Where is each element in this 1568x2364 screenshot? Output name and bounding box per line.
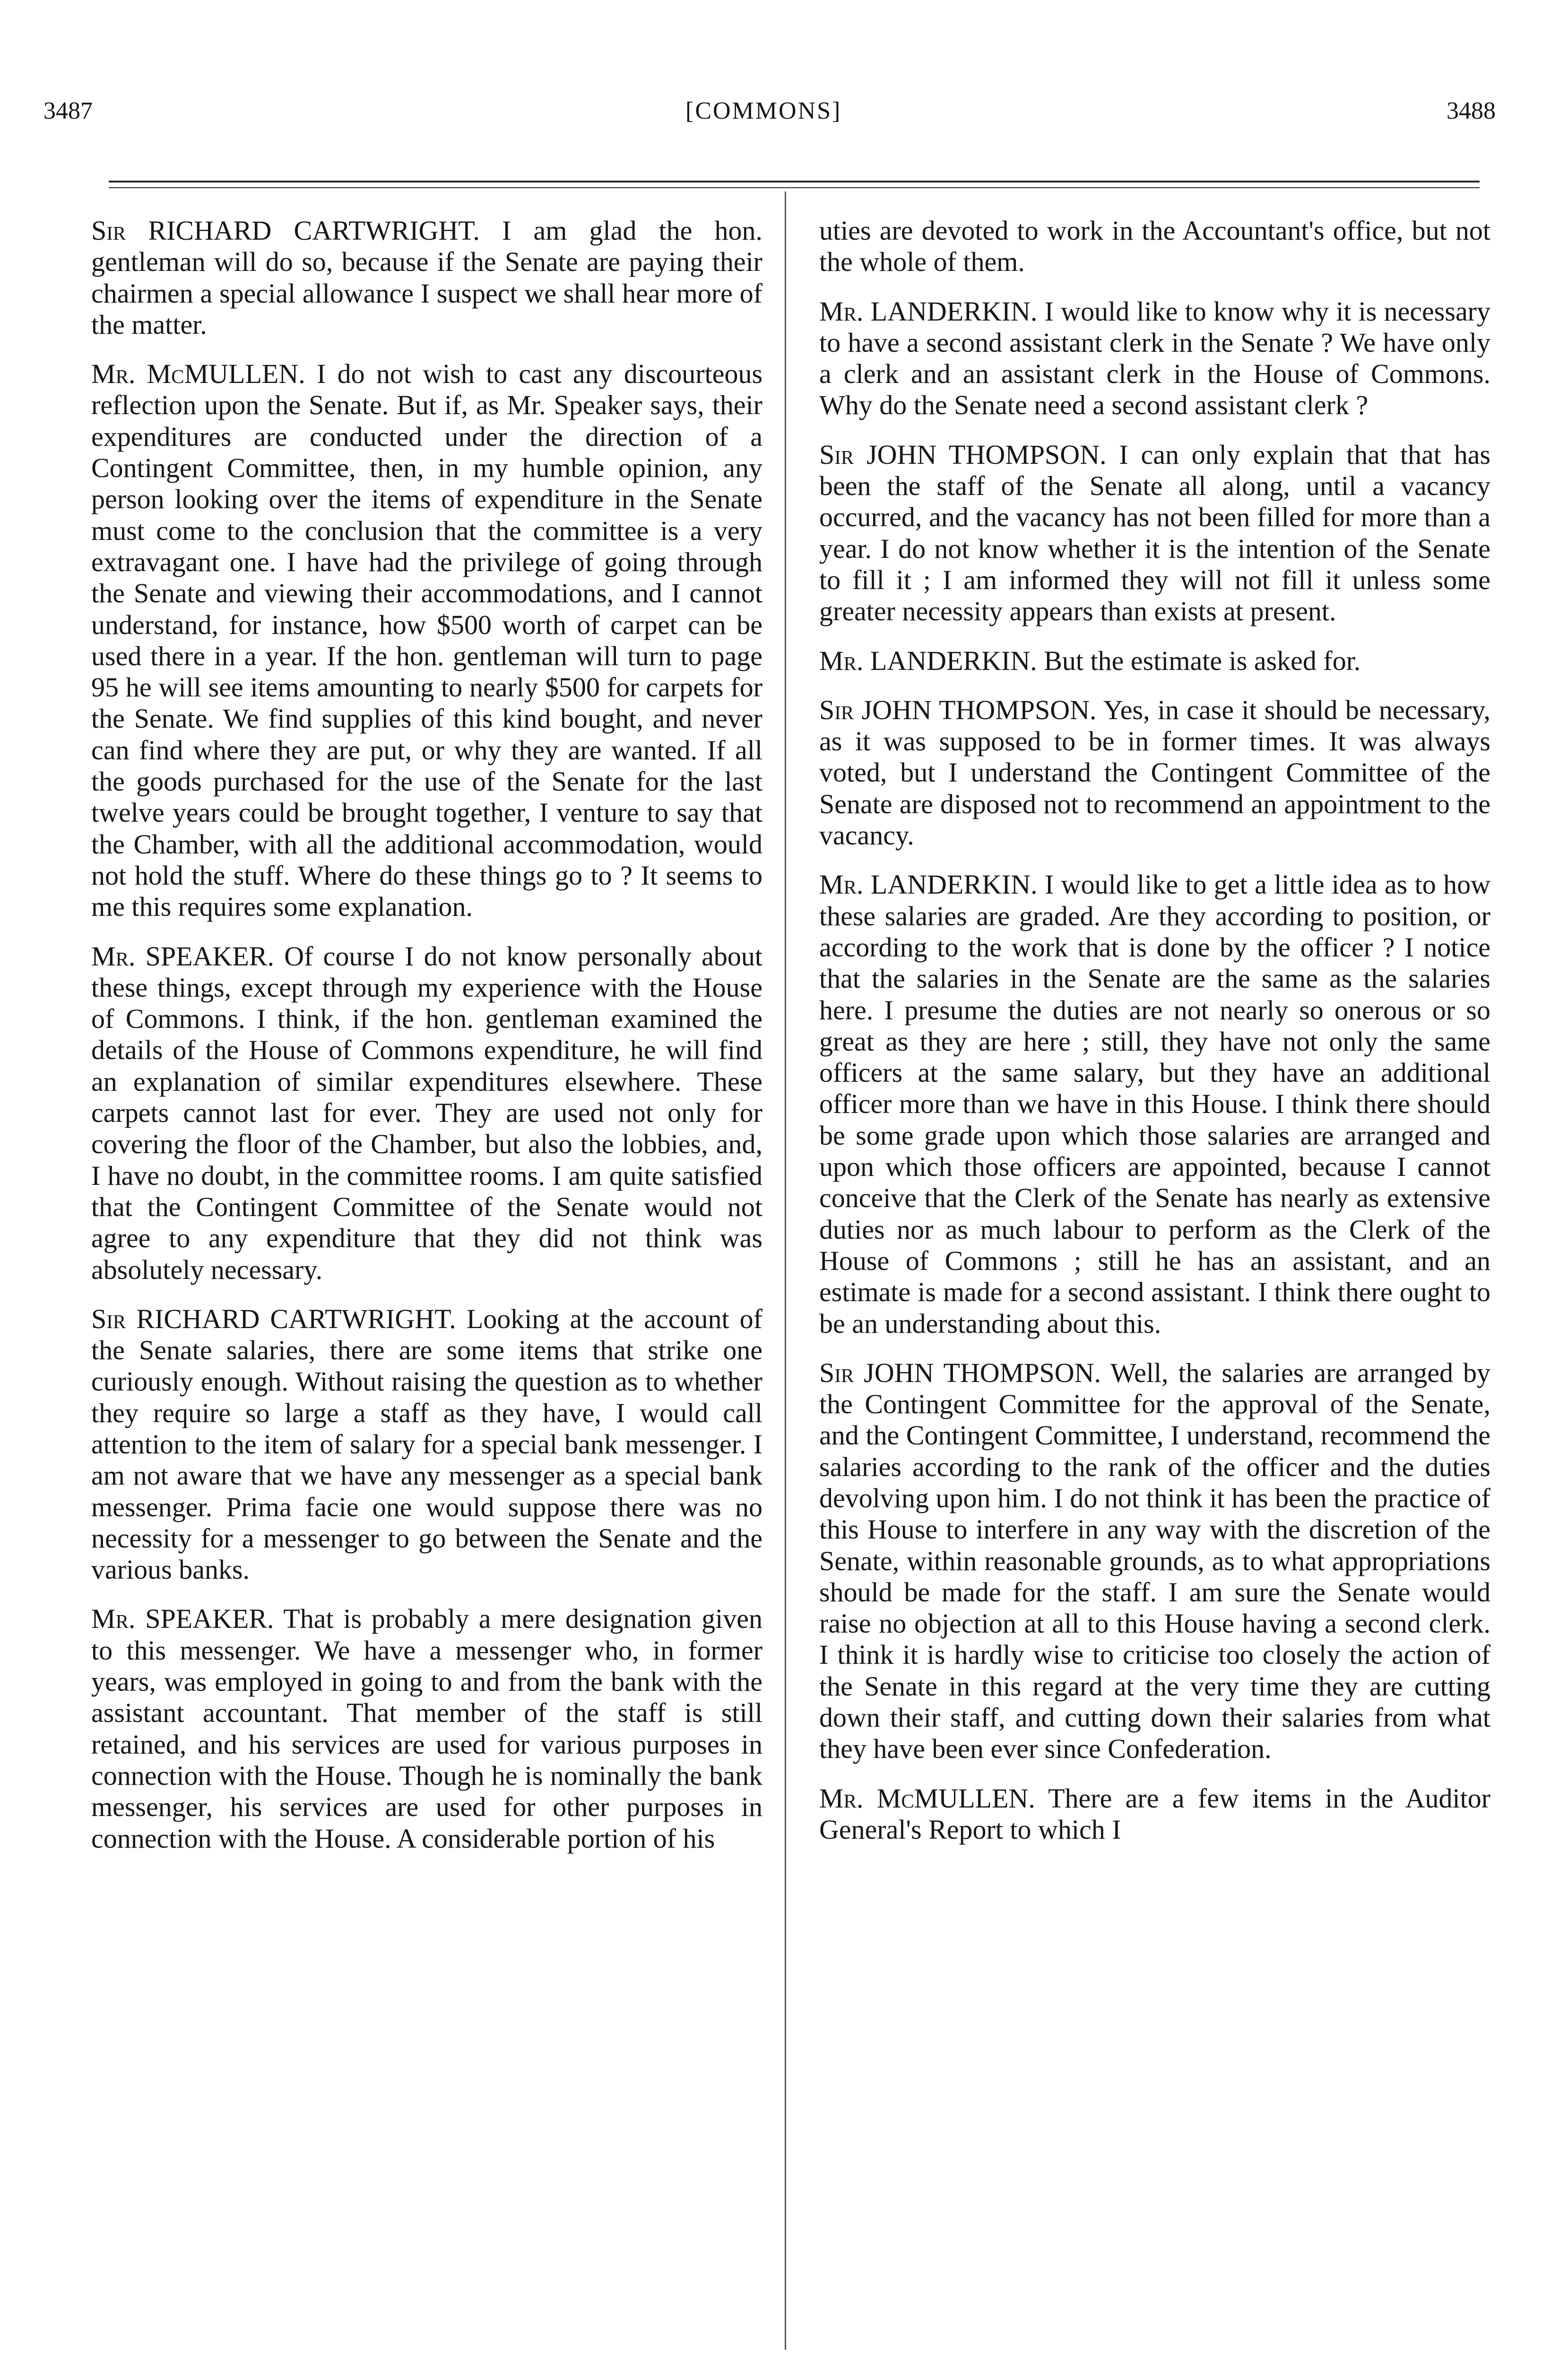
speech-text: Yes, in case it should be necessary, as it was supposed to be in former times. It was always voted, but I understand the Contingent Committee of the Senate are disposed not to recommend an appointment to the vacancy. <box>819 694 1490 851</box>
speech-text: But the estimate is asked for. <box>1044 645 1361 676</box>
speaker-name: Mr. LANDERKIN. <box>819 645 1037 676</box>
speech-paragraph <box>819 645 1490 677</box>
column-divider <box>785 191 786 2350</box>
speaker-name: Sir JOHN THOMPSON. <box>819 694 1097 725</box>
speech-paragraph <box>819 869 1490 1339</box>
page-number-left: 3487 <box>43 97 93 124</box>
speaker-name: Mr. SPEAKER. <box>91 940 274 972</box>
speaker-name: Mr. LANDERKIN. <box>819 296 1038 327</box>
speech-text: I do not wish to cast any discourteous reflection upon the Senate. But if, as Mr. Speaker says, their expenditures are conducted under the direction of a Contingent Committee, then, in my humble opinion, any person looking over the items of expenditure in the Senate must come to the conclusion that the committee is a very extravagant one. I have had the privilege of going through the Senate and viewing their accommodations, and I cannot understand, for instance, how $500 worth of carpet can be used there in a year. If the hon. gentleman will turn to page 95 he will see items amounting to nearly $500 for carpets for the Senate. We find supplies of this kind bought, and never can find where they are put, or why they are wanted. If all the goods purchased for the use of the Senate for the last twelve years could be brought together, I venture to say that the Chamber, with all the additional accommodation, would not hold the stuff. Where do these things go to ? It seems to me this requires some explanation. <box>91 358 763 922</box>
speech-text: I would like to know why it is necessary to have a second assistant clerk in the Senate ? We have only a clerk and an assistant clerk in the House of Commons. Why do the Senate need a second assistant clerk ? <box>819 296 1490 421</box>
speech-paragraph <box>91 215 762 340</box>
speech-paragraph <box>91 1603 762 1854</box>
page-header <box>0 97 1568 135</box>
speech-text: Looking at the account of the Senate salaries, there are some items that strike one curiously enough. Without raising the question as to whether they require so large a staff as they have, I would call attention to the item of salary for a special bank messenger. I am not aware that we have any messenger as a special bank messenger. Prima facie one would suppose there was no necessity for a messenger to go between the Senate and the various banks. <box>91 1303 762 1585</box>
speech-text: There are a few items in the Auditor General's Report to which I <box>819 1782 1491 1845</box>
speech-text: Well, the salaries are arranged by the Contingent Committee for the approval of the Senate, and the Contingent Committee, I understand, recommend the salaries according to the rank of the officer and the duties devolving upon him. I do not think it has been the practice of this House to interfere in any way with the discretion of the Senate, within reasonable grounds, as to what appropriations should be made for the staff. I am sure the Senate would raise no objection at all to this House having a second clerk. I think it is hardly wise to criticise too closely the action of the Senate in this regard at the very time they are cutting down their staff, and cutting down their salaries from what they have been ever since Confederation. <box>819 1357 1491 1764</box>
speaker-name: Sir JOHN THOMPSON. <box>819 1357 1101 1388</box>
speaker-name: Mr. McMULLEN. <box>91 358 305 390</box>
speech-text: I am glad the hon. gentleman will do so, because if the Senate are paying their chairmen a special allowance I suspect we shall hear more of the matter. <box>91 215 762 340</box>
speech-text: Of course I do not know personally about these things, except through my experience with the House of Commons. I think, if the hon. gentleman examined the details of the House of Commons expenditure, he will find an explanation of similar expenditures elsewhere. These carpets cannot last for ever. They are used not only for covering the floor of the Chamber, but also the lobbies, and, I have no doubt, in the committee rooms. I am quite satisfied that the Contingent Committee of the Senate would not agree to any expenditure that they did not think was absolutely necessary. <box>91 940 763 1285</box>
speech-text: uties are devoted to work in the Accountant's office, but not the whole of them. <box>819 215 1490 278</box>
right-column <box>819 215 1490 1863</box>
speech-paragraph <box>91 1304 762 1586</box>
speaker-name: Mr. SPEAKER. <box>91 1603 274 1634</box>
header-rule-thick <box>109 181 1480 183</box>
speech-paragraph <box>819 439 1490 627</box>
speech-text: That is probably a mere designation given to this messenger. We have a messenger who, in former years, was employed in going to and from the bank with the assistant accountant. That member of the staff is still retained, and his services are used for various purposes in connection with the House. Though he is nominally the bank messenger, his services are used for other purposes in connection with the House. A considerable portion of his <box>91 1603 763 1854</box>
speaker-name: Sir JOHN THOMPSON. <box>819 439 1107 470</box>
running-title: [COMMONS] <box>685 97 842 124</box>
speech-text: I would like to get a little idea as to how these salaries are graded. Are they according to position, or according to the work that is done by the officer ? I notice that the salaries in the Senate are the same as the salaries here. I presume the duties are not nearly so onerous or so great as they are here ; still, they have not only the same officers at the same salary, but they have an additional officer more than we have in this House. I think there should be some grade upon which those salaries are arranged and upon which those officers are appointed, because I cannot conceive that the Clerk of the Senate has nearly as extensive duties nor as much labour to perform as the Clerk of the House of Commons ; still he has an assistant, and an estimate is made for a second assistant. I think there ought to be an understanding about this. <box>819 869 1491 1339</box>
speech-paragraph <box>91 941 762 1286</box>
speaker-name: Sir RICHARD CARTWRIGHT. <box>91 215 480 246</box>
speech-text: I can only explain that that has been the staff of the Senate all along, until a vacancy occurred, and the vacancy has not been filled for more than a year. I do not know whether it is the intention of the Senate to fill it ; I am informed they will not fill it unless some greater necessity appears than exists at present. <box>819 439 1491 627</box>
header-rule-thin <box>109 187 1480 188</box>
speaker-name: Sir RICHARD CARTWRIGHT. <box>91 1303 456 1334</box>
speech-paragraph <box>819 1357 1490 1765</box>
speaker-name: Mr. LANDERKIN. <box>819 869 1038 900</box>
speech-paragraph <box>819 1783 1490 1846</box>
speech-paragraph <box>819 215 1490 278</box>
speech-paragraph <box>819 296 1490 421</box>
left-column <box>91 215 762 1872</box>
speech-paragraph <box>91 358 762 922</box>
page-number-right: 3488 <box>1447 97 1496 124</box>
speaker-name: Mr. McMULLEN. <box>819 1782 1035 1814</box>
speech-paragraph <box>819 695 1490 851</box>
